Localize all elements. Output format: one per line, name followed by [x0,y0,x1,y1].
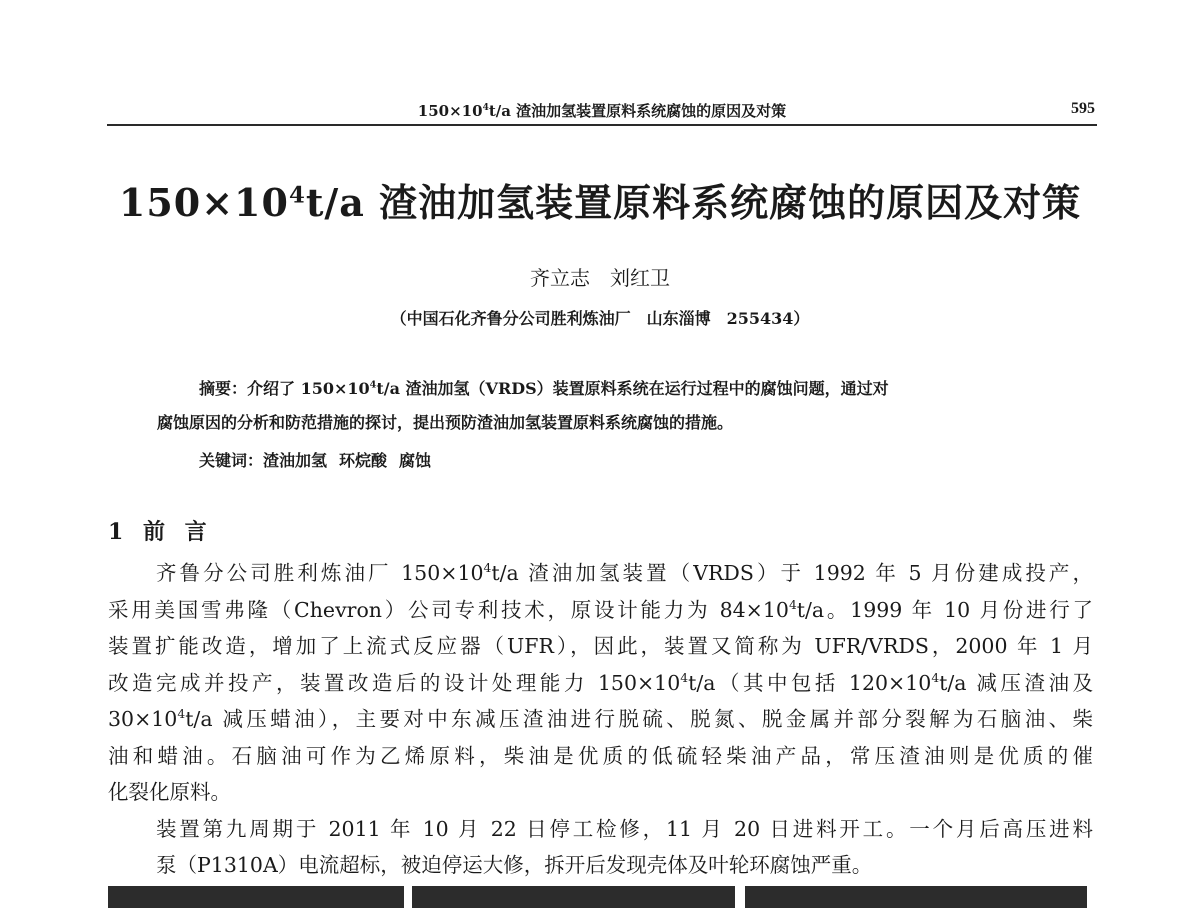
body-line: 油和蜡油。石脑油可作为乙烯原料，柴油是优质的低硫轻柴油产品，常压渣油则是优质的催 [108,743,1093,768]
keywords-label: 关键词： [199,451,264,470]
body-text-segment: 30×10 [108,707,178,731]
affiliation: （中国石化齐鲁分公司胜利炼油厂 山东淄博 255434） [390,309,810,328]
body-text-segment: t/a 渣油加氢装置（VRDS）于 1992 年 5 月份建成投产， [491,561,1093,585]
title-text: 150×10 [118,180,289,225]
abstract-exponent: 4 [369,379,377,391]
body-text-segment: t/a 减压蜡油），主要对中东减压渣油进行脱硫、脱氮、脱金属并部分裂解为石脑油、柴 [185,707,1093,731]
running-title [107,100,1097,121]
running-header [107,98,1097,126]
title-exponent: 4 [288,182,306,209]
body-text-segment: t/a 减压渣油及 [939,670,1094,695]
running-title-text: 150×10 [417,102,483,120]
body-exponent: 4 [788,597,797,612]
body-line [108,555,1093,592]
keyword-item: 渣油加氢 [263,451,328,470]
body-line [108,665,1093,702]
abstract-line-2: 腐蚀原因的分析和防范措施的探讨，提出预防渣油加氢装置原料系统腐蚀的措施。 [157,413,734,432]
body-text-segment: 采用美国雪弗隆（Chevron）公司专利技术，原设计能力为 84×10 [108,597,789,622]
figure-image-partial [108,886,404,908]
body-text-segment: t/a（其中包括 120×10 [688,670,932,695]
body-line: 装置扩能改造，增加了上流式反应器（UFR），因此，装置又简称为 UFR/VRDS，2000 年 1 月 [108,634,1093,658]
body-exponent: 4 [680,670,689,685]
section-heading: 1 前 言 [108,519,213,545]
body-exponent: 4 [177,707,186,722]
figure-image-partial [745,886,1087,908]
body-line [108,701,1093,738]
authors: 齐立志 刘红卫 [530,266,670,290]
body-text-segment: t/a。1999 年 10 月份进行了 [796,597,1094,622]
title-text-rest: t/a 渣油加氢装置原料系统腐蚀的原因及对策 [305,180,1082,225]
body-line: 泵（P1310A）电流超标，被迫停运大修，拆开后发现壳体及叶轮环腐蚀严重。 [156,853,873,877]
running-title-text-rest: t/a 渣油加氢装置原料系统腐蚀的原因及对策 [488,102,787,120]
paper-title [0,172,1200,227]
keyword-item: 环烷酸 [339,451,388,470]
body-exponent: 4 [931,670,940,685]
body-text [108,555,1093,884]
body-exponent: 4 [483,561,492,576]
body-line [108,592,1093,629]
body-line: 化裂化原料。 [108,780,231,804]
abstract-text: 介绍了 150×10 [247,379,370,398]
abstract-label: 摘要： [199,379,248,398]
keyword-item: 腐蚀 [399,451,432,470]
abstract-line-1 [157,372,1047,406]
abstract-text-rest: t/a 渣油加氢（VRDS）装置原料系统在运行过程中的腐蚀问题，通过对 [376,379,889,398]
abstract [157,372,1047,440]
body-text-segment: 改造完成并投产，装置改造后的设计处理能力 150×10 [108,670,681,695]
keywords [199,448,443,471]
figure-image-partial [412,886,735,908]
body-line: 装置第九周期于 2011 年 10 月 22 日停工检修，11 月 20 日进料开工。一个月后高压进料 [156,816,1093,841]
page-number: 595 [1071,100,1095,117]
body-text-segment: 齐鲁分公司胜利炼油厂 150×10 [156,561,484,585]
running-title-exponent: 4 [482,103,489,113]
